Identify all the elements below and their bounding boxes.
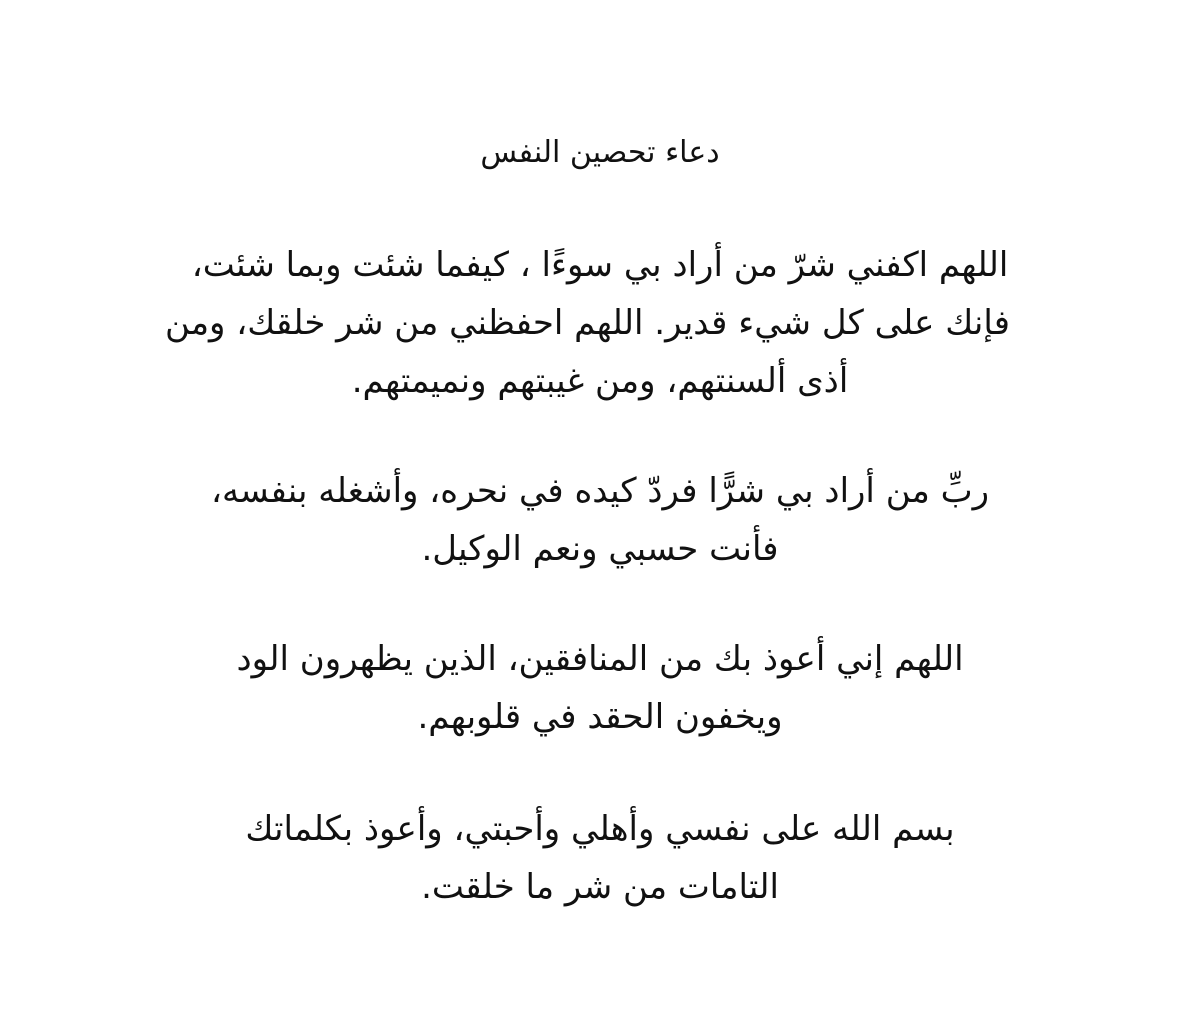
paragraph-line: ويخفون الحقد في قلوبهم. [417,697,783,737]
paragraph-4 [190,800,1010,916]
paragraph-3 [190,630,1010,746]
paragraph-line: فأنت حسبي ونعم الوكيل. [421,529,779,569]
paragraph-line: اللهم إني أعوذ بك من المنافقين، الذين يظهرون الود [236,639,964,679]
paragraph-line: ربِّ من أراد بي شرًّا فردّ كيده في نحره، وأشغله بنفسه، [210,471,990,511]
paragraph-line: التامات من شر ما خلقت. [421,867,779,907]
paragraph-line: اللهم اكفني شرّ من أراد بي سوءًا ، كيفما شئت وبما شئت، [191,245,1009,285]
paragraph-1 [164,236,1010,410]
paragraph-2 [190,462,1010,578]
page-title: دعاء تحصين النفس [480,135,720,170]
paragraph-line: بسم الله على نفسي وأهلي وأحبتي، وأعوذ بكلماتك [245,809,955,849]
paragraph-line: أذى ألسنتهم، ومن غيبتهم ونميمتهم. [351,361,849,401]
paragraph-line: فإنك على كل شيء قدير. اللهم احفظني من شر خلقك، ومن [164,303,1010,343]
